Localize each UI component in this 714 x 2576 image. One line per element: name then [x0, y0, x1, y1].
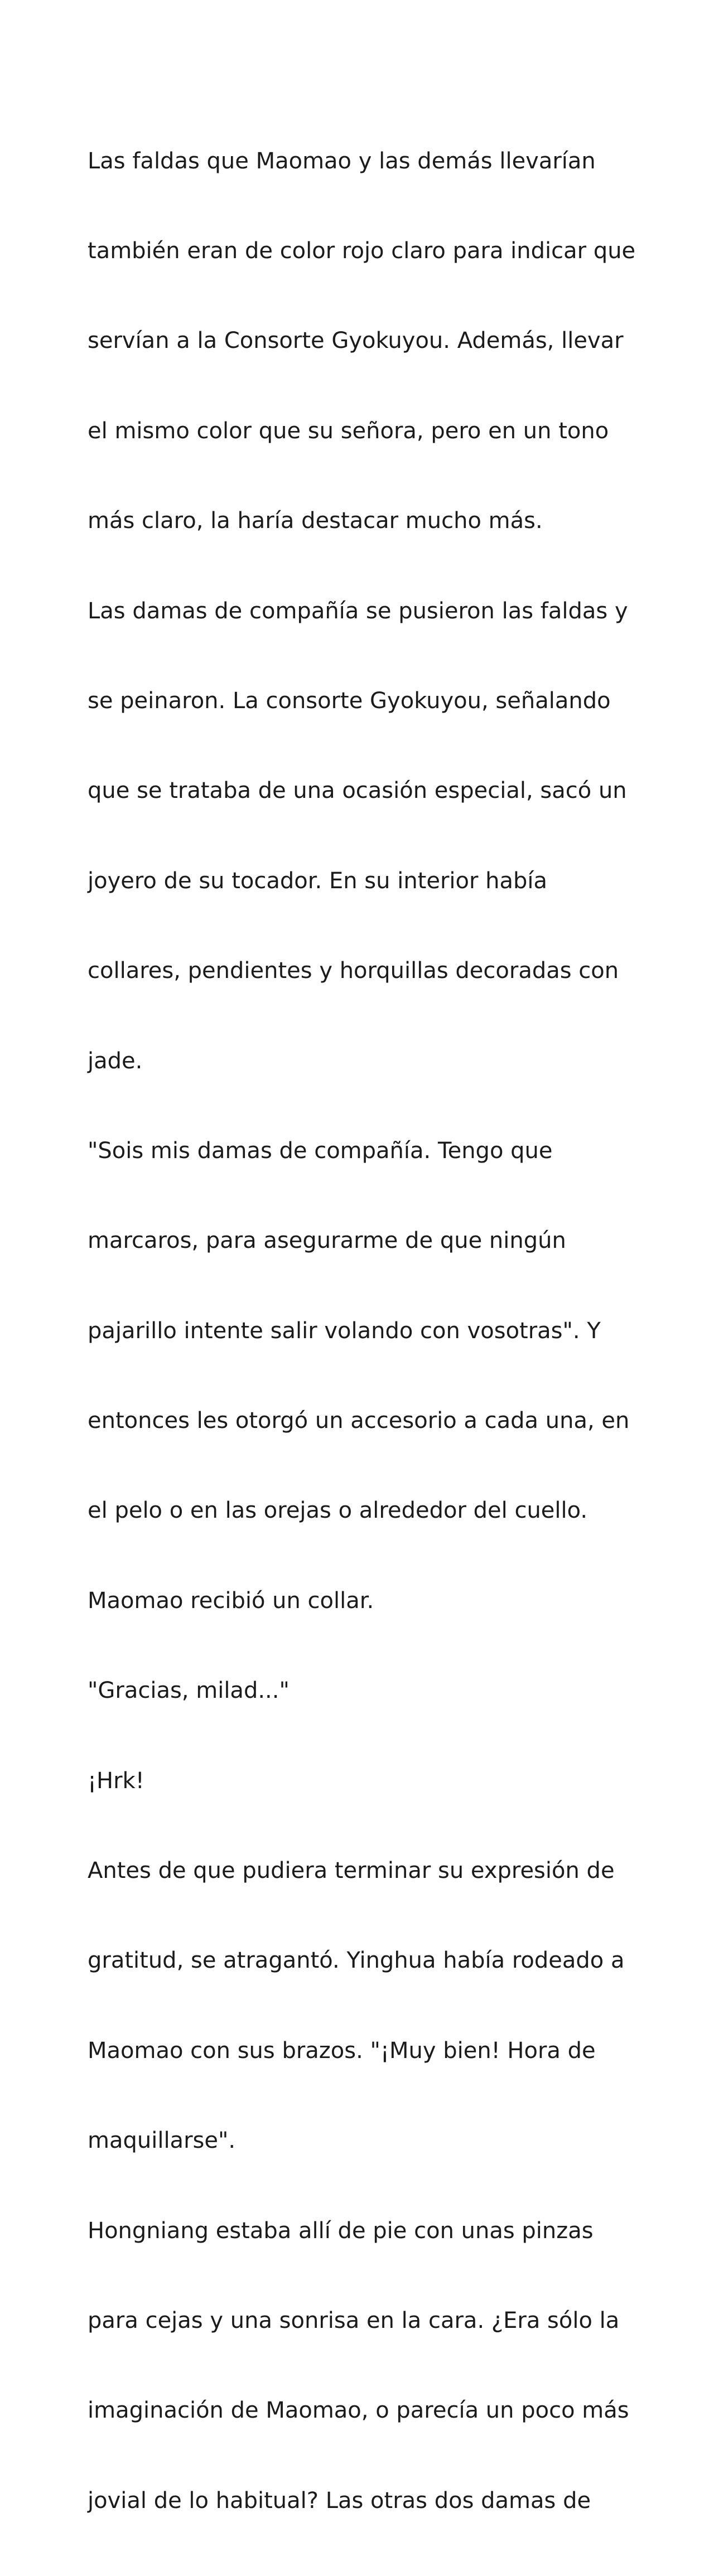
- body-text: [88, 86, 645, 2576]
- text-line: el mismo color que su señora, pero en un tono: [88, 418, 609, 444]
- text-line: collares, pendientes y horquillas decoradas con: [88, 958, 619, 984]
- text-line: más claro, la haría destacar mucho más.: [88, 508, 543, 534]
- text-line: imaginación de Maomao, o parecía un poco más: [88, 2398, 629, 2424]
- text-line: "Gracias, milad...": [88, 1678, 290, 1704]
- text-line: Las damas de compañía se pusieron las faldas y: [88, 598, 628, 624]
- text-line: también eran de color rojo claro para indicar que: [88, 238, 636, 264]
- text-line: para cejas y una sonrisa en la cara. ¿Era sólo la: [88, 2307, 620, 2333]
- text-line: el pelo o en las orejas o alrededor del cuello.: [88, 1498, 588, 1524]
- text-line: maquillarse".: [88, 2128, 236, 2154]
- text-line: Maomao con sus brazos. "¡Muy bien! Hora de: [88, 2037, 596, 2064]
- text-line: ¡Hrk!: [88, 1768, 144, 1794]
- text-line: servían a la Consorte Gyokuyou. Además, llevar: [88, 328, 624, 354]
- text-line: jade.: [88, 1048, 143, 1074]
- text-line: marcaros, para asegurarme de que ningún: [88, 1228, 566, 1254]
- text-line: jovial de lo habitual? Las otras dos damas de: [88, 2487, 591, 2514]
- text-line: Hongniang estaba allí de pie con unas pinzas: [88, 2217, 594, 2244]
- text-line: pajarillo intente salir volando con vosotras". Y: [88, 1318, 601, 1344]
- text-line: gratitud, se atragantó. Yinghua había rodeado a: [88, 1948, 625, 1974]
- text-line: entonces les otorgó un accesorio a cada una, en: [88, 1408, 630, 1434]
- text-line: joyero de su tocador. En su interior había: [88, 868, 548, 894]
- text-line: Maomao recibió un collar.: [88, 1587, 374, 1614]
- text-line: Las faldas que Maomao y las demás llevarían: [88, 148, 596, 174]
- text-line: que se trataba de una ocasión especial, sacó un: [88, 778, 627, 804]
- text-line: "Sois mis damas de compañía. Tengo que: [88, 1137, 553, 1164]
- text-line: se peinaron. La consorte Gyokuyou, señalando: [88, 687, 611, 714]
- text-line: Antes de que pudiera terminar su expresión de: [88, 1858, 615, 1884]
